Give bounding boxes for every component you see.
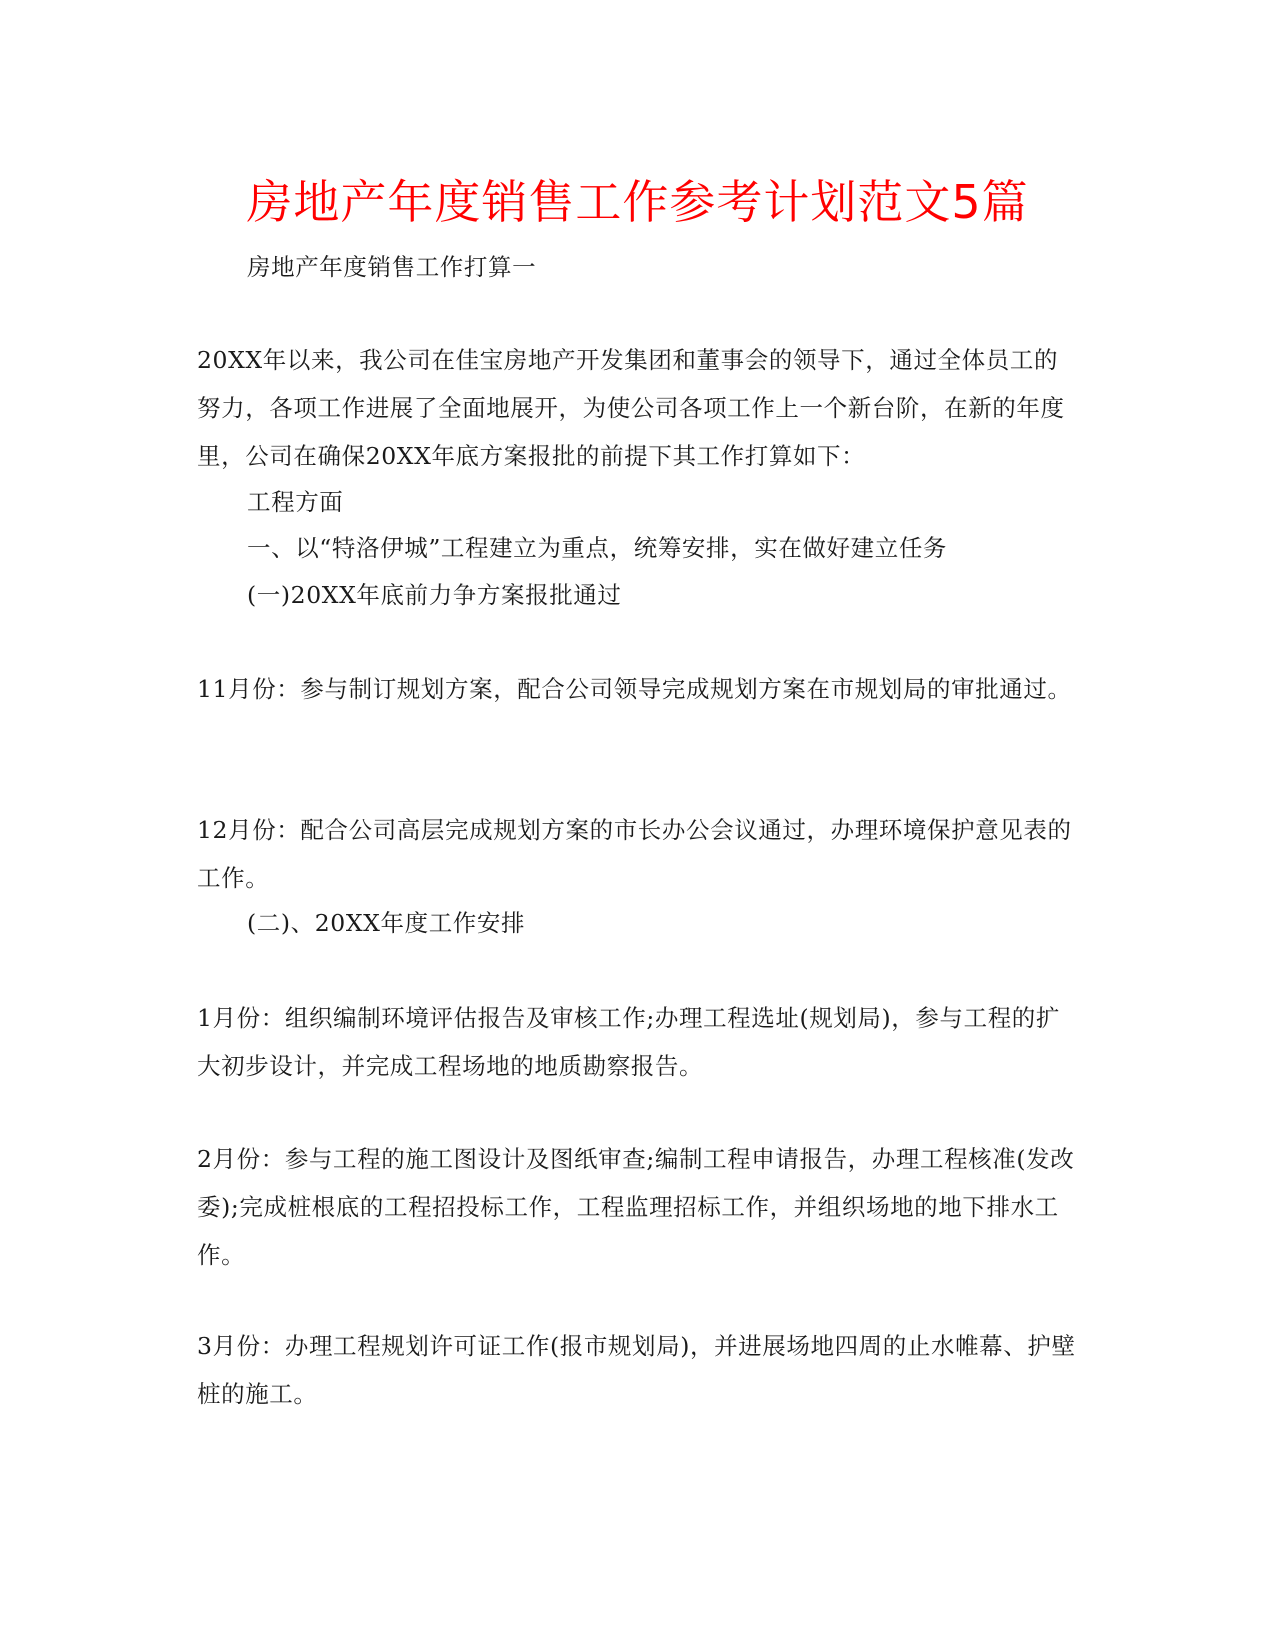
section-heading: 房地产年度销售工作打算一 (247, 253, 537, 281)
paragraph: (一)20XX年底前力争方案报批通过 (247, 581, 622, 609)
paragraph: 2月份：参与工程的施工图设计及图纸审查;编制工程申请报告，办理工程核准(发改委);完成桩根底的工程招投标工作，工程监理招标工作，并组织场地的地下排水工作。 (197, 1145, 1075, 1269)
subheading: 工程方面 (247, 488, 344, 516)
paragraph: 20XX年以来，我公司在佳宝房地产开发集团和董事会的领导下，通过全体员工的努力，各项工作进展了全面地展开，为使公司各项工作上一个新台阶，在新的年度里，公司在确保20XX年底方案报批的前提下其工作打算如下： (197, 346, 1065, 470)
paragraph: 11月份：参与制订规划方案，配合公司领导完成规划方案在市规划局的审批通过。 (197, 675, 1072, 703)
document-title: 房地产年度销售工作参考计划范文5篇 (246, 175, 1029, 229)
paragraph: (二)、20XX年度工作安排 (247, 909, 526, 937)
paragraph: 3月份：办理工程规划许可证工作(报市规划局)，并进展场地四周的止水帷幕、护壁桩的施工。 (197, 1332, 1076, 1408)
paragraph: 12月份：配合公司高层完成规划方案的市长办公会议通过，办理环境保护意见表的工作。 (197, 816, 1072, 892)
paragraph: 1月份：组织编制环境评估报告及审核工作;办理工程选址(规划局)，参与工程的扩大初步设计，并完成工程场地的地质勘察报告。 (197, 1004, 1061, 1080)
paragraph: 一、以“特洛伊城”工程建立为重点，统筹安排，实在做好建立任务 (247, 534, 948, 562)
